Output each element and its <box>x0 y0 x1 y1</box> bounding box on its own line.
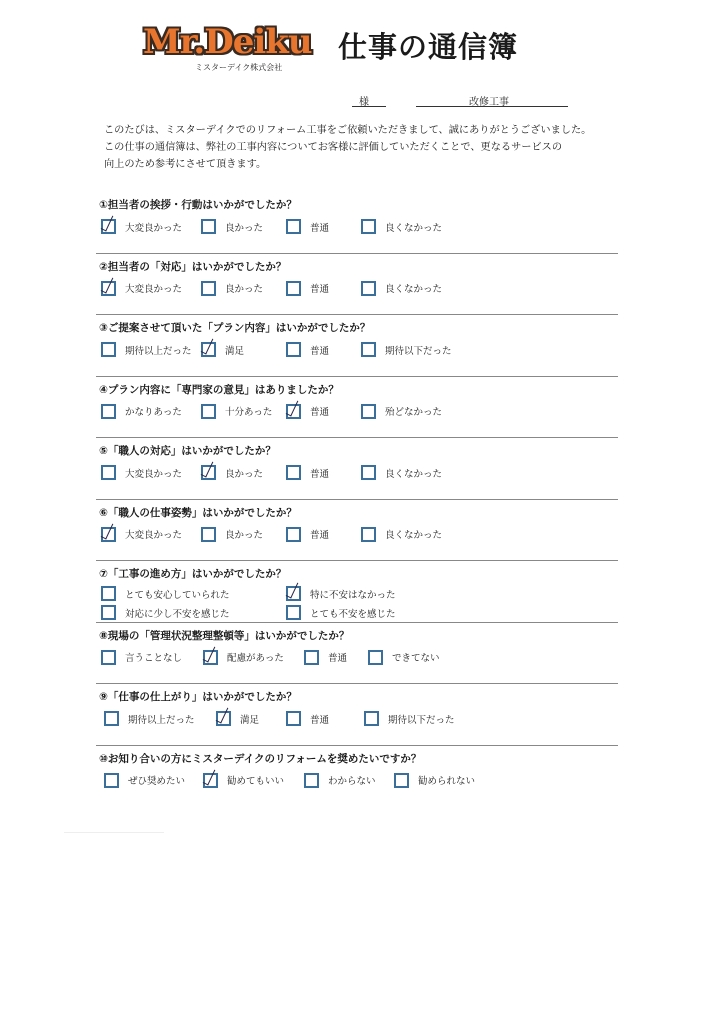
checkbox[interactable] <box>361 281 376 296</box>
checked-checkbox[interactable] <box>203 773 218 788</box>
option-label: 良くなかった <box>385 468 443 480</box>
checked-checkbox[interactable] <box>203 650 218 665</box>
option-6-1[interactable] <box>101 527 182 542</box>
intro-line: このたびは、ミスターデイクでのリフォーム工事をご依頼いただきまして、誠にありがとうございました。 <box>104 125 592 136</box>
option-label: 配慮があった <box>227 653 284 664</box>
checked-checkbox[interactable] <box>101 219 116 234</box>
option-8-2[interactable] <box>203 650 284 665</box>
option-1-2[interactable] <box>201 219 263 234</box>
option-1-1[interactable] <box>101 219 182 234</box>
checked-checkbox[interactable] <box>216 711 231 726</box>
question-7 <box>96 561 618 623</box>
option-label: 勧めてもいい <box>227 776 285 787</box>
option-label: 大変良かった <box>125 284 183 295</box>
option-label: 期待以下だった <box>388 714 455 726</box>
question-3 <box>96 315 618 377</box>
checkbox[interactable] <box>104 773 119 788</box>
question-8 <box>96 623 618 685</box>
option-4-3[interactable] <box>286 404 329 419</box>
option-7-1[interactable] <box>101 586 230 601</box>
option-7-4[interactable] <box>286 605 396 620</box>
option-7-3[interactable] <box>101 605 230 620</box>
divider <box>64 832 164 833</box>
option-label: 大変良かった <box>125 468 183 480</box>
option-label: 普通 <box>310 530 330 541</box>
option-label: 良くなかった <box>385 530 443 541</box>
option-label: できてない <box>392 653 440 664</box>
option-label: 期待以上だった <box>128 714 195 726</box>
option-9-4[interactable] <box>364 711 455 726</box>
option-label: 勧められない <box>418 776 476 787</box>
question-title: ⑦「工事の進め方」はいかがでしたか？ <box>99 568 287 580</box>
option-6-2[interactable] <box>201 527 263 542</box>
option-label: 特に不安はなかった <box>310 589 396 601</box>
option-9-3[interactable] <box>286 711 329 726</box>
option-3-4[interactable] <box>361 342 452 357</box>
option-label: 良かった <box>225 284 264 295</box>
option-5-2[interactable] <box>201 465 263 480</box>
checkbox[interactable] <box>286 527 301 542</box>
checkbox[interactable] <box>101 342 116 357</box>
question-title: ④プラン内容に「専門家の意見」はありましたか？ <box>99 383 339 396</box>
option-3-3[interactable] <box>286 342 329 357</box>
checkbox[interactable] <box>286 711 301 726</box>
checkbox[interactable] <box>101 650 116 665</box>
option-1-4[interactable] <box>361 219 442 234</box>
option-label: 良かった <box>225 530 264 541</box>
intro-text <box>104 122 592 173</box>
option-4-1[interactable] <box>101 404 182 419</box>
question-title: ①担当者の挨拶・行動はいかがでしたか？ <box>99 199 297 211</box>
company-logo: Mr.Deiku <box>143 22 312 62</box>
checked-checkbox[interactable] <box>201 342 216 357</box>
option-8-4[interactable] <box>368 650 440 665</box>
option-label: 普通 <box>310 284 330 295</box>
option-label: ぜひ奨めたい <box>128 776 186 787</box>
option-1-3[interactable] <box>286 219 329 234</box>
intro-line: この仕事の通信簿は、弊社の工事内容についてお客様に評価していただくことで、更なるサービスの <box>104 142 563 153</box>
header <box>0 0 723 80</box>
checkbox[interactable] <box>361 342 376 357</box>
option-label: とても不安を感じた <box>310 608 396 620</box>
option-label: 大変良かった <box>125 222 183 234</box>
option-label: わからない <box>328 776 376 787</box>
option-label: 十分あった <box>225 407 273 418</box>
checkbox[interactable] <box>286 281 301 296</box>
option-7-2[interactable] <box>286 586 396 601</box>
option-label: 対応に少し不安を感じた <box>125 608 230 620</box>
option-10-4[interactable] <box>394 773 475 788</box>
question-title: ⑧現場の「管理状況整理整頓等」はいかがでしたか？ <box>99 629 350 642</box>
question-2 <box>96 254 618 316</box>
question-title: ⑨「仕事の仕上がり」はいかがでしたか？ <box>99 691 297 703</box>
checkbox[interactable] <box>104 711 119 726</box>
option-5-4[interactable] <box>361 465 442 480</box>
option-label: 普通 <box>310 222 330 234</box>
option-label: 普通 <box>310 407 330 418</box>
option-6-4[interactable] <box>361 527 442 542</box>
checkbox[interactable] <box>361 465 376 480</box>
company-name: ミスターデイク株式会社 <box>195 63 283 72</box>
option-4-4[interactable] <box>361 404 442 419</box>
checkbox[interactable] <box>361 404 376 419</box>
option-label: 期待以下だった <box>385 345 452 357</box>
option-10-2[interactable] <box>203 773 284 788</box>
checkbox[interactable] <box>101 404 116 419</box>
work-type-value: 改修工事 <box>469 97 509 108</box>
checked-checkbox[interactable] <box>101 527 116 542</box>
question-6 <box>96 500 618 562</box>
question-4 <box>96 377 618 439</box>
option-3-2[interactable] <box>201 342 244 357</box>
question-1 <box>96 192 618 254</box>
option-8-1[interactable] <box>101 650 182 665</box>
question-5 <box>96 438 618 500</box>
option-4-2[interactable] <box>201 404 272 419</box>
option-10-1[interactable] <box>104 773 185 788</box>
checked-checkbox[interactable] <box>286 586 301 601</box>
checkbox[interactable] <box>286 465 301 480</box>
option-2-3[interactable] <box>286 281 329 296</box>
checkbox[interactable] <box>201 281 216 296</box>
option-8-3[interactable] <box>304 650 347 665</box>
checkbox[interactable] <box>101 605 116 620</box>
question-title: ⑥「職人の仕事姿勢」はいかがでしたか？ <box>99 506 297 519</box>
checkbox[interactable] <box>101 465 116 480</box>
option-3-1[interactable] <box>101 342 192 357</box>
question-title: ⑩お知り合いの方にミスターデイクのリフォームを奨めたいですか？ <box>99 752 422 765</box>
option-2-1[interactable] <box>101 281 182 296</box>
option-label: 良かった <box>225 222 264 234</box>
option-10-3[interactable] <box>304 773 376 788</box>
option-label: 普通 <box>310 345 330 357</box>
checkbox[interactable] <box>361 527 376 542</box>
option-9-2[interactable] <box>216 711 259 726</box>
option-label: かなりあった <box>125 407 182 418</box>
option-5-1[interactable] <box>101 465 182 480</box>
question-title: ②担当者の「対応」はいかがでしたか？ <box>99 260 287 273</box>
question-10 <box>96 746 618 808</box>
checked-checkbox[interactable] <box>201 465 216 480</box>
checkbox[interactable] <box>286 342 301 357</box>
option-label: 良くなかった <box>385 222 443 234</box>
checkbox[interactable] <box>201 527 216 542</box>
option-label: 良かった <box>225 468 264 480</box>
checkbox[interactable] <box>286 605 301 620</box>
option-2-4[interactable] <box>361 281 442 296</box>
option-label: 大変良かった <box>125 530 183 541</box>
checkbox[interactable] <box>394 773 409 788</box>
option-label: 普通 <box>310 714 330 726</box>
page-title: 仕事の通信簿 <box>338 30 519 64</box>
question-9 <box>96 684 618 746</box>
checkbox[interactable] <box>304 773 319 788</box>
checkbox[interactable] <box>364 711 379 726</box>
checked-checkbox[interactable] <box>286 404 301 419</box>
option-label: 満足 <box>240 714 260 726</box>
option-label: とても安心していられた <box>125 589 230 601</box>
option-label: 普通 <box>328 653 348 664</box>
option-label: 満足 <box>225 345 245 357</box>
option-label: 期待以上だった <box>125 345 192 357</box>
option-5-3[interactable] <box>286 465 329 480</box>
intro-line: 向上のため参考にさせて頂きます。 <box>104 159 267 170</box>
customer-name-field[interactable] <box>352 92 386 107</box>
option-label: 普通 <box>310 468 330 480</box>
option-label: 良くなかった <box>385 284 443 295</box>
questionnaire <box>96 192 618 807</box>
question-title: ⑤「職人の対応」はいかがでしたか？ <box>99 445 276 457</box>
checkbox[interactable] <box>101 586 116 601</box>
checkbox[interactable] <box>201 219 216 234</box>
question-title: ③ご提案させて頂いた「プラン内容」はいかがでしたか？ <box>99 322 371 334</box>
checkbox[interactable] <box>201 404 216 419</box>
option-label: 殆どなかった <box>385 407 443 418</box>
option-label: 言うことなし <box>125 653 183 664</box>
option-9-1[interactable] <box>104 711 195 726</box>
checkbox[interactable] <box>304 650 319 665</box>
checkbox[interactable] <box>286 219 301 234</box>
name-suffix: 様 <box>359 97 369 108</box>
checkbox[interactable] <box>368 650 383 665</box>
option-6-3[interactable] <box>286 527 329 542</box>
checked-checkbox[interactable] <box>101 281 116 296</box>
checkbox[interactable] <box>361 219 376 234</box>
option-2-2[interactable] <box>201 281 263 296</box>
